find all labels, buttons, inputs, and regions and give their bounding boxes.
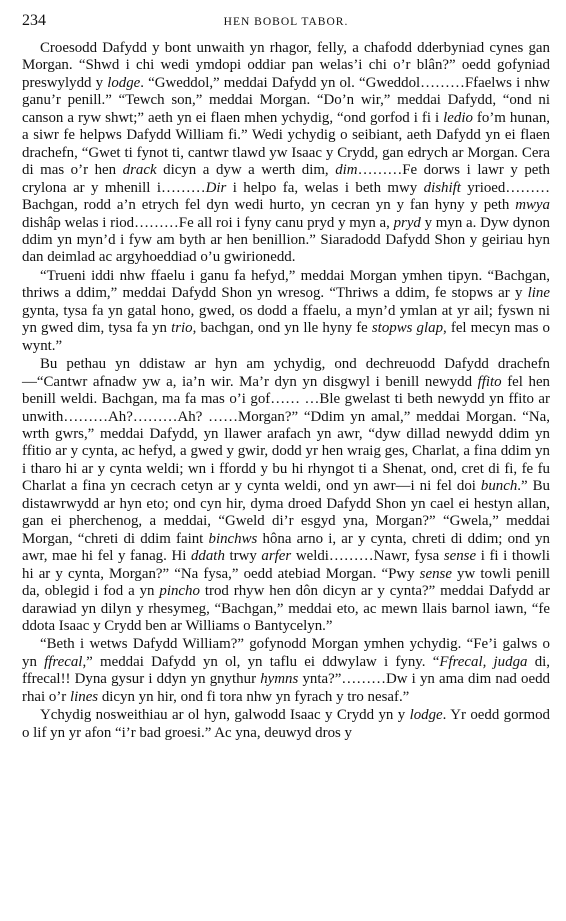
paragraph: Croesodd Dafydd y bont unwaith yn rhagor, felly, a chafodd dderbyniad cynes gan Morgan. “Shwd i chi wedi ymdopi oddiar pan welas’i chi o’r blân?” oedd gofyniad preswylydd y lodge. “Gweddol,” meddai Dafydd yn ol. “Gweddol………Ffaelws i nhw ganu’r penill.” “Tewch son,” meddai Morgan. “Do’n wir,” meddai Dafydd, “ond ni canson a ryw shwt;” aeth yn ei flaen mhen ychydig, “ond gorfod i fi i ledio fo’m hunan, a siwr fe helpws Dafydd William fi.” Wedi ychydig o seibiant, aeth Dafydd yn ei flaen drachefn, “Gwet ti fynot ti, cantwr tlawd yw Isaac y Crydd, gan edrych ar Morgan. Cera di mas o’r hen drack dicyn a dyw a werth dim, dim………Fe dorws i lawr y peth crylona ar y mhenill i………Dir i helpo fa, welas i beth mwy dishift yrioed……… Bachgan, rodd a’n etrych fel dyn wedi hurto, yn cecran yn y fan hyny y peth mwya dishâp welas i riod………Fe all roi i fyny canu pryd y myn a, pryd y myn a. Dyw dynon ddim yn myn’d i fyw am byth ar hen benillion.” Siaradodd Dafydd Shon y geiriau hyn dan deimlad ac argyhoeddiad o’u gwirionedd. [22, 40, 551, 266]
paragraph: Bu pethau yn ddistaw ar hyn am ychydig, ond dechreuodd Dafydd drachefn—“Cantwr afnadw yw a, ia’n wir. Ma’r dyn yn disgwyl i benill newydd ffito fel hen benill weldi. Bachgan, ma fa mas o’i gof…… …Ble gwelast ti beth newydd yn ffito ar unwith………Ah?………Ah? ……Morgan?” “Ddim yn amal,” meddai Morgan. “Na, wrth gwrs,” meddai Dafydd, yn llawer arafach yn awr, “dyw dillad newydd ddim yn ffitio ar y cynta, ac hefyd, a gwed y gwir, dodd yr hen wraig ges, Charlat, a fina ddim yn i tharo hi ar y cynta weldi; wn i ffordd y bu hi rhyngot ti a Shenat, ond, cret di fi, fe fu Charlat a fina yn cecrach cetyn ar y cynta weldi, ond yn awr—i ni fel doi bunch.” Bu distawrwydd ar hyn eto; ond cyn hir, dyma droed Dafydd Shon yn cael ei hestyn allan, gan ei pherchenog, a meddai, “Gweld di’r esgyd yna, Morgan?” “Gwela,” meddai Morgan, “chreti di ddim faint binchws hôna arno i, ar y cynta, chreti di ddim; ond yn awr, mae hi fel y fanag. Hi ddath trwy arfer weldi………Nawr, fysa sense i fi i thowli hi ar y cynta, Morgan?” “Na fysa,” oedd atebiad Morgan. “Pwy sense yw towli penill da, oblegid i fod a yn pincho trod rhyw hen dôn dicyn ar y cynta?” meddai Dafydd ar darawiad yn dilyn y rhesymeg, “Bachgan,” meddai eto, ac mewn llais barnol iawn, “fe ddota Isaac y Crydd ben ar Williams o Bantycelyn.” [22, 356, 551, 634]
page-body [22, 40, 550, 742]
paragraph: “Beth i wetws Dafydd William?” gofynodd Morgan ymhen ychydig. “Fe’i galws o yn ffrecal,” meddai Dafydd yn ol, yn taflu ei ddwylaw i fyny. “Ffrecal, judga di, ffrecal!! Dyna gysur i ddyn yn gnythur hymns ynta?”………Dw i yn ama dim nad oedd rhai o’r lines dicyn yn hir, ond fi tora nhw yn fyrach y tro nesaf.” [22, 636, 551, 705]
paragraph: Ychydig nosweithiau ar ol hyn, galwodd Isaac y Crydd yn y lodge. Yr oedd gormod o lif yn yr afon “i’r bad groesi.” Ac yna, deuwyd dros y [22, 707, 550, 741]
page-header [22, 12, 550, 36]
paragraph: “Trueni iddi nhw ffaelu i ganu fa hefyd,” meddai Morgan ymhen tipyn. “Bachgan, thriws a ddim,” meddai Dafydd Shon yn wresog. “Thriws a ddim, fe stopws ar y line gynta, tysa fa yn gatal hono, gwed, os dodd a ffaelu, a myn’d ymlan at yr ail; fyswn ni yn gwed dim, tysa fa yn trio, bachgan, ond yn lle hyny fe stopws glap, fel mecyn mas o wynt.” [22, 267, 551, 354]
page-number: 234 [22, 12, 46, 29]
running-head: HEN BOBOL TABOR. [223, 16, 349, 28]
